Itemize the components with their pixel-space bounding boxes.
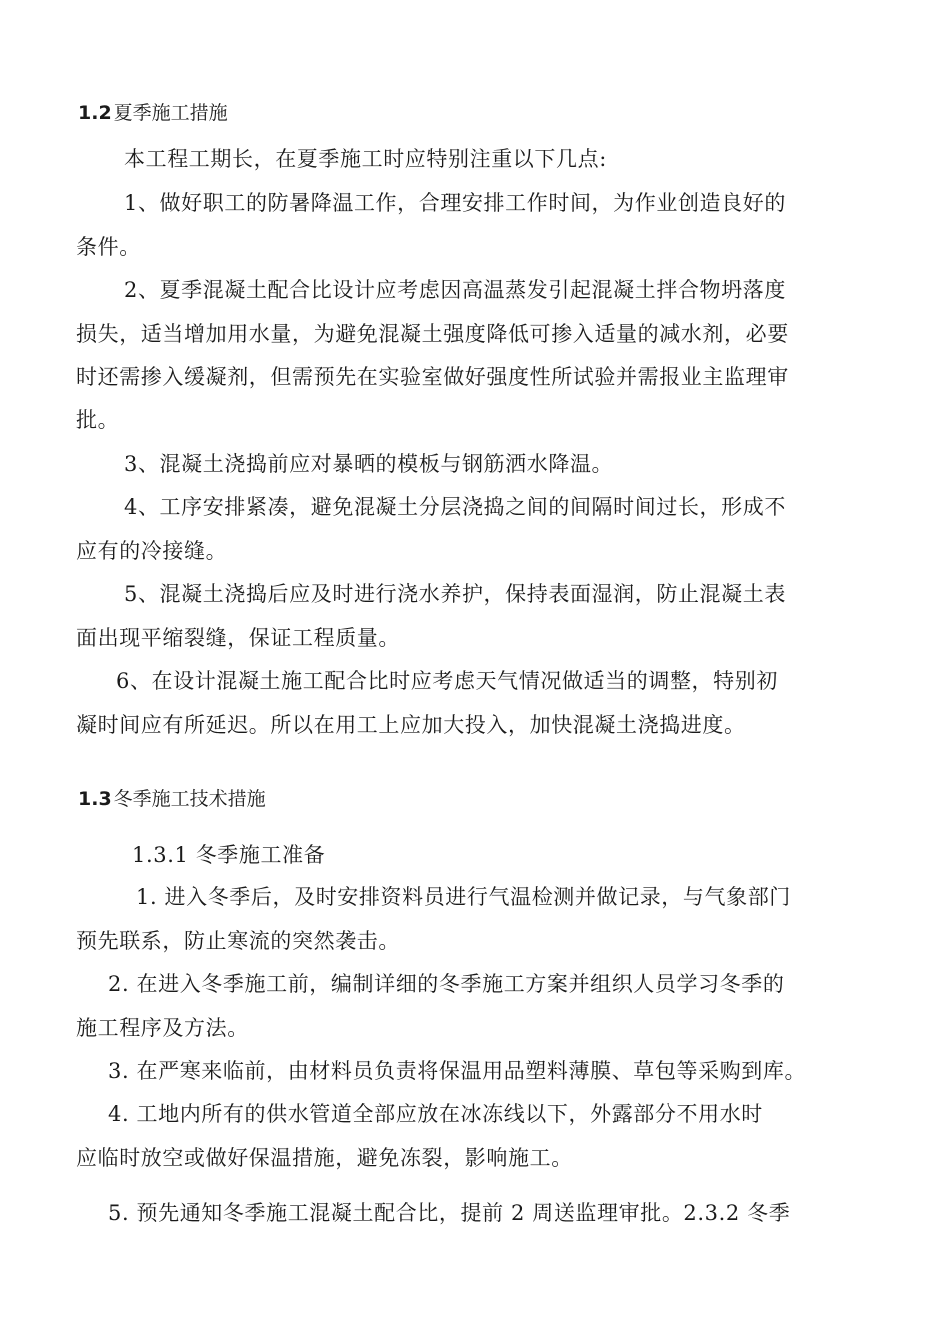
summer-item-5-line-1: 5、混凝土浇捣后应及时进行浇水养护，保持表面湿润，防止混凝土表 [124, 582, 786, 606]
winter-item-2-line-2: 施工程序及方法。 [76, 1016, 249, 1040]
section-heading-1-2 [78, 100, 228, 126]
winter-item-1-line-2: 预先联系，防止寒流的突然袭击。 [76, 929, 400, 953]
winter-item-3-line-1: 3. 在严寒来临前，由材料员负责将保温用品塑料薄膜、草包等采购到库。 [108, 1059, 807, 1083]
winter-item-4-line-2: 应临时放空或做好保温措施，避免冻裂，影响施工。 [76, 1146, 573, 1170]
summer-item-4-line-1: 4、工序安排紧凑，避免混凝土分层浇捣之间的间隔时间过长，形成不 [124, 495, 786, 519]
summer-item-2-line-1: 2、夏季混凝土配合比设计应考虑因高温蒸发引起混凝土拌合物坍落度 [124, 278, 786, 302]
summer-item-2-line-2: 损失，适当增加用水量，为避免混凝土强度降低可掺入适量的减水剂，必要 [76, 322, 789, 346]
summer-item-4-line-2: 应有的冷接缝。 [76, 539, 228, 563]
section-heading-1-3 [78, 786, 266, 812]
summer-item-2-line-4: 批。 [76, 408, 120, 432]
summer-item-2-line-3: 时还需掺入缓凝剂，但需预先在实验室做好强度性所试验并需报业主监理审 [76, 365, 789, 389]
section-number: 1.2 [78, 102, 112, 124]
winter-item-4-line-1: 4. 工地内所有的供水管道全部应放在冰冻线以下，外露部分不用水时 [108, 1102, 763, 1126]
summer-item-5-line-2: 面出现平缩裂缝，保证工程质量。 [76, 626, 400, 650]
subsection-heading-1-3-1: 1.3.1 冬季施工准备 [132, 843, 326, 867]
summer-item-3-line-1: 3、混凝土浇捣前应对暴晒的模板与钢筋洒水降温。 [124, 452, 614, 476]
summer-item-1-line-1: 1、做好职工的防暑降温工作，合理安排工作时间，为作业创造良好的 [124, 191, 786, 215]
section-number: 1.3 [78, 788, 112, 810]
section-title: 夏季施工措施 [113, 102, 228, 124]
summer-item-6-line-1: 6、在设计混凝土施工配合比时应考虑天气情况做适当的调整，特别初 [116, 669, 778, 693]
intro-paragraph: 本工程工期长，在夏季施工时应特别注重以下几点: [124, 147, 607, 171]
summer-item-6-line-2: 凝时间应有所延迟。所以在用工上应加大投入，加快混凝土浇捣进度。 [76, 713, 746, 737]
summer-item-1-line-2: 条件。 [76, 235, 141, 259]
winter-item-2-line-1: 2. 在进入冬季施工前，编制详细的冬季施工方案并组织人员学习冬季的 [108, 972, 785, 996]
winter-item-5-line-1: 5. 预先通知冬季施工混凝土配合比，提前 2 周送监理审批。2.3.2 冬季 [108, 1201, 791, 1225]
winter-item-1-line-1: 1. 进入冬季后，及时安排资料员进行气温检测并做记录，与气象部门 [136, 885, 791, 909]
section-title: 冬季施工技术措施 [113, 788, 266, 810]
